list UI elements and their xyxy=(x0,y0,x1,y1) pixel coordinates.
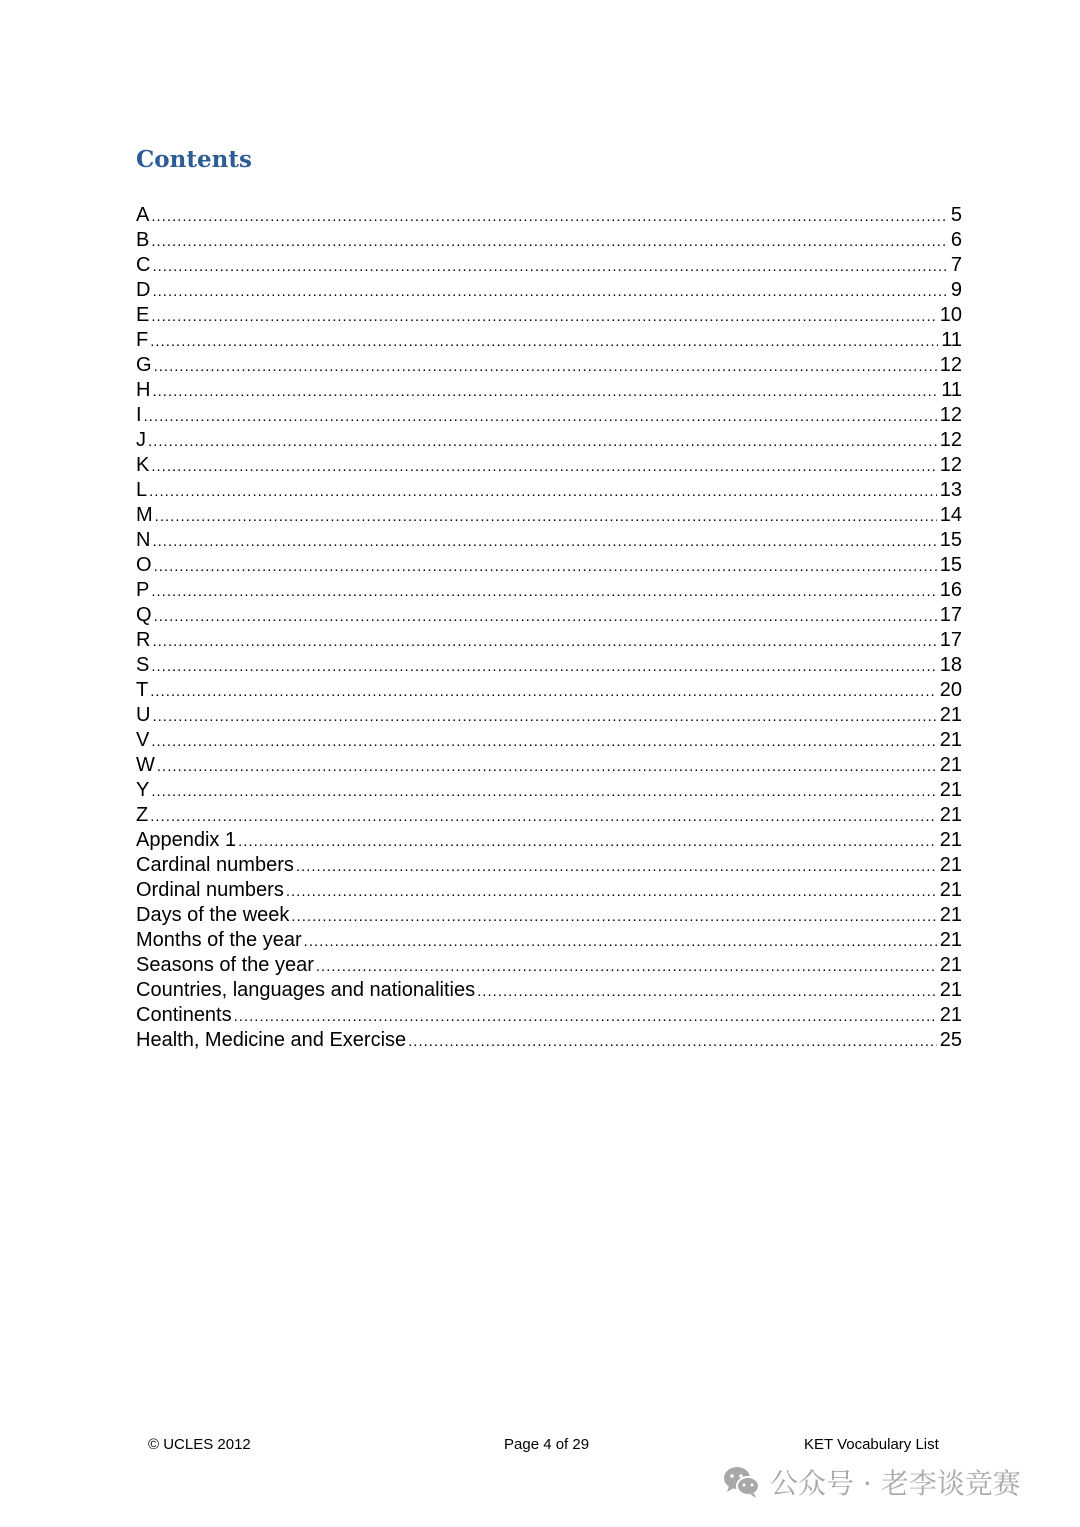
toc-entry-label: W xyxy=(136,754,155,776)
toc-entry-page: 21 xyxy=(939,804,962,826)
toc-dot-leader xyxy=(151,204,948,228)
toc-entry-page: 10 xyxy=(939,304,962,326)
toc-dot-leader xyxy=(151,454,936,478)
toc-entry[interactable] xyxy=(136,953,962,978)
toc-dot-leader xyxy=(151,729,936,753)
toc-entry[interactable] xyxy=(136,1028,962,1053)
toc-dot-leader xyxy=(296,854,937,878)
toc-entry-page: 12 xyxy=(939,354,962,376)
toc-dot-leader xyxy=(291,904,936,928)
toc-entry-page: 15 xyxy=(939,554,962,576)
toc-entry-label: Z xyxy=(136,804,149,826)
toc-entry-page: 21 xyxy=(939,979,962,1001)
toc-entry-page: 12 xyxy=(939,454,962,476)
toc-dot-leader xyxy=(157,754,937,778)
toc-dot-leader xyxy=(150,804,937,828)
toc-entry[interactable] xyxy=(136,528,962,553)
toc-entry-page: 7 xyxy=(950,254,962,276)
toc-entry[interactable] xyxy=(136,228,962,253)
toc-entry-page: 6 xyxy=(950,229,962,251)
toc-entry[interactable] xyxy=(136,203,962,228)
toc-dot-leader xyxy=(155,504,937,528)
toc-entry-page: 18 xyxy=(939,654,962,676)
toc-entry-label: Seasons of the year xyxy=(136,954,314,976)
toc-entry-page: 20 xyxy=(939,679,962,701)
toc-entry-page: 21 xyxy=(939,829,962,851)
footer-document-name: KET Vocabulary List xyxy=(804,1436,939,1453)
toc-entry[interactable] xyxy=(136,378,962,403)
toc-entry[interactable] xyxy=(136,253,962,278)
toc-dot-leader xyxy=(152,279,947,303)
toc-entry-label: U xyxy=(136,704,151,726)
toc-dot-leader xyxy=(477,979,937,1003)
toc-entry-page: 17 xyxy=(939,604,962,626)
toc-entry[interactable] xyxy=(136,978,962,1003)
toc-entry[interactable] xyxy=(136,828,962,853)
toc-entry-label: E xyxy=(136,304,150,326)
toc-dot-leader xyxy=(316,954,937,978)
toc-entry-label: L xyxy=(136,479,148,501)
toc-entry-label: B xyxy=(136,229,150,251)
toc-entry-label: S xyxy=(136,654,150,676)
toc-entry-label: R xyxy=(136,629,151,651)
toc-entry[interactable] xyxy=(136,353,962,378)
toc-entry[interactable] xyxy=(136,478,962,503)
toc-entry-page: 21 xyxy=(939,904,962,926)
toc-dot-leader xyxy=(152,254,947,278)
toc-entry-label: K xyxy=(136,454,150,476)
toc-entry-page: 9 xyxy=(950,279,962,301)
toc-entry-label: Cardinal numbers xyxy=(136,854,294,876)
toc-dot-leader xyxy=(152,629,936,653)
toc-dot-leader xyxy=(152,529,936,553)
toc-entry-label: N xyxy=(136,529,151,551)
toc-entry-page: 21 xyxy=(939,954,962,976)
toc-entry-label: Ordinal numbers xyxy=(136,879,284,901)
toc-dot-leader xyxy=(152,379,938,403)
toc-entry[interactable] xyxy=(136,278,962,303)
toc-entry[interactable] xyxy=(136,928,962,953)
toc-entry-page: 14 xyxy=(939,504,962,526)
toc-dot-leader xyxy=(408,1029,937,1053)
footer-copyright: © UCLES 2012 xyxy=(148,1436,251,1453)
toc-entry-label: V xyxy=(136,729,150,751)
toc-entry-page: 21 xyxy=(939,704,962,726)
toc-entry-page: 11 xyxy=(941,329,962,351)
toc-entry-label: H xyxy=(136,379,151,401)
toc-entry-label: Countries, languages and nationalities xyxy=(136,979,476,1001)
toc-dot-leader xyxy=(144,404,937,428)
table-of-contents xyxy=(136,203,962,1053)
toc-entry-label: F xyxy=(136,329,149,351)
toc-entry-page: 21 xyxy=(939,1004,962,1026)
toc-entry[interactable] xyxy=(136,603,962,628)
toc-entry-page: 21 xyxy=(939,779,962,801)
toc-dot-leader xyxy=(154,604,937,628)
footer-page-number: Page 4 of 29 xyxy=(504,1436,590,1453)
toc-entry-label: T xyxy=(136,679,149,701)
toc-dot-leader xyxy=(154,354,937,378)
watermark-text: 公众号 · 老李谈竞赛 xyxy=(770,1467,1021,1500)
toc-entry[interactable] xyxy=(136,403,962,428)
toc-entry-label: O xyxy=(136,554,152,576)
page-title: Contents xyxy=(136,146,252,173)
toc-entry-label: Continents xyxy=(136,1004,232,1026)
toc-dot-leader xyxy=(304,929,937,953)
toc-entry-label: J xyxy=(136,429,146,451)
toc-entry-page: 21 xyxy=(939,729,962,751)
toc-entry[interactable] xyxy=(136,553,962,578)
toc-entry[interactable] xyxy=(136,728,962,753)
toc-entry-page: 17 xyxy=(939,629,962,651)
toc-entry[interactable] xyxy=(136,903,962,928)
toc-entry-page: 21 xyxy=(939,854,962,876)
toc-entry[interactable] xyxy=(136,1003,962,1028)
toc-entry[interactable] xyxy=(136,878,962,903)
toc-entry-page: 21 xyxy=(939,929,962,951)
toc-dot-leader xyxy=(151,229,948,253)
toc-entry-label: M xyxy=(136,504,153,526)
toc-entry[interactable] xyxy=(136,328,962,353)
toc-dot-leader xyxy=(286,879,937,903)
toc-entry-page: 5 xyxy=(950,204,962,226)
toc-entry[interactable] xyxy=(136,853,962,878)
toc-entry-label: Health, Medicine and Exercise xyxy=(136,1029,407,1051)
toc-entry-label: Months of the year xyxy=(136,929,302,951)
toc-entry-label: A xyxy=(136,204,150,226)
toc-entry[interactable] xyxy=(136,753,962,778)
watermark xyxy=(722,1462,1021,1502)
toc-dot-leader xyxy=(150,329,938,353)
toc-entry[interactable] xyxy=(136,628,962,653)
toc-dot-leader xyxy=(238,829,937,853)
toc-entry-label: P xyxy=(136,579,150,601)
toc-entry-page: 16 xyxy=(939,579,962,601)
toc-entry-label: Days of the week xyxy=(136,904,290,926)
toc-entry-label: I xyxy=(136,404,142,426)
toc-entry-label: Q xyxy=(136,604,152,626)
toc-dot-leader xyxy=(234,1004,937,1028)
toc-entry[interactable] xyxy=(136,503,962,528)
toc-entry-label: Y xyxy=(136,779,150,801)
wechat-icon xyxy=(722,1464,762,1500)
toc-entry[interactable] xyxy=(136,453,962,478)
toc-entry[interactable] xyxy=(136,578,962,603)
toc-entry-page: 15 xyxy=(939,529,962,551)
toc-entry-label: C xyxy=(136,254,151,276)
toc-entry[interactable] xyxy=(136,778,962,803)
toc-entry-page: 25 xyxy=(939,1029,962,1051)
toc-entry-label: G xyxy=(136,354,152,376)
toc-dot-leader xyxy=(148,429,937,453)
toc-entry-page: 13 xyxy=(939,479,962,501)
toc-entry-label: D xyxy=(136,279,151,301)
toc-dot-leader xyxy=(151,304,936,328)
toc-entry[interactable] xyxy=(136,803,962,828)
toc-entry-label: Appendix 1 xyxy=(136,829,237,851)
toc-entry[interactable] xyxy=(136,303,962,328)
toc-dot-leader xyxy=(154,554,937,578)
toc-entry[interactable] xyxy=(136,653,962,678)
toc-entry-page: 21 xyxy=(939,879,962,901)
toc-entry-page: 11 xyxy=(941,379,962,401)
toc-dot-leader xyxy=(152,704,936,728)
toc-entry-page: 12 xyxy=(939,429,962,451)
toc-entry[interactable] xyxy=(136,678,962,703)
toc-dot-leader xyxy=(151,779,936,803)
toc-dot-leader xyxy=(151,654,936,678)
toc-entry-page: 21 xyxy=(939,754,962,776)
toc-entry-page: 12 xyxy=(939,404,962,426)
toc-entry[interactable] xyxy=(136,703,962,728)
toc-dot-leader xyxy=(151,579,936,603)
toc-dot-leader xyxy=(149,479,937,503)
toc-entry[interactable] xyxy=(136,428,962,453)
toc-dot-leader xyxy=(150,679,937,703)
